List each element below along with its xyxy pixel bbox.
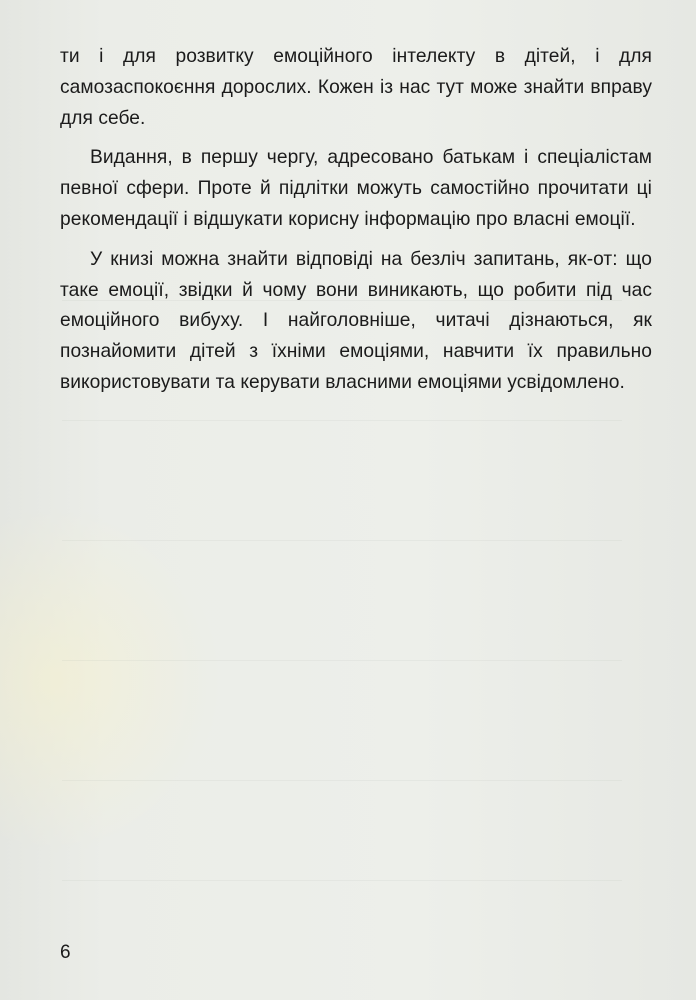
paragraph-contents: У книзі можна знайти відповіді на безліч запитань, як-от: що таке емоції, звідки й чому вони виникають, що робити під час емоційного вибуху. І найголовніше, читачі дізнаються, як познайомити дітей з їхніми емоціями, навчити їх правильно використовувати та керувати власними емоціями усвідомлено. [60, 248, 652, 393]
show-through-line [62, 660, 622, 661]
show-through-line [62, 540, 622, 541]
body-text [60, 42, 652, 408]
paragraph-continuation: ти і для розвитку емоційного інтелекту в дітей, і для самозаспокоєння дорослих. Кожен із нас тут може знайти вправу для себе. [60, 46, 652, 129]
show-through-line [62, 880, 622, 881]
paragraph-audience: Видання, в першу чергу, адресовано батькам і спеціалістам певної сфери. Проте й підлітки можуть самостійно прочитати ці рекомендації і відшукати корисну інформацію про власні емоції. [60, 147, 652, 230]
show-through-line [62, 780, 622, 781]
show-through-line [62, 420, 622, 421]
page-number: 6 [60, 942, 71, 963]
